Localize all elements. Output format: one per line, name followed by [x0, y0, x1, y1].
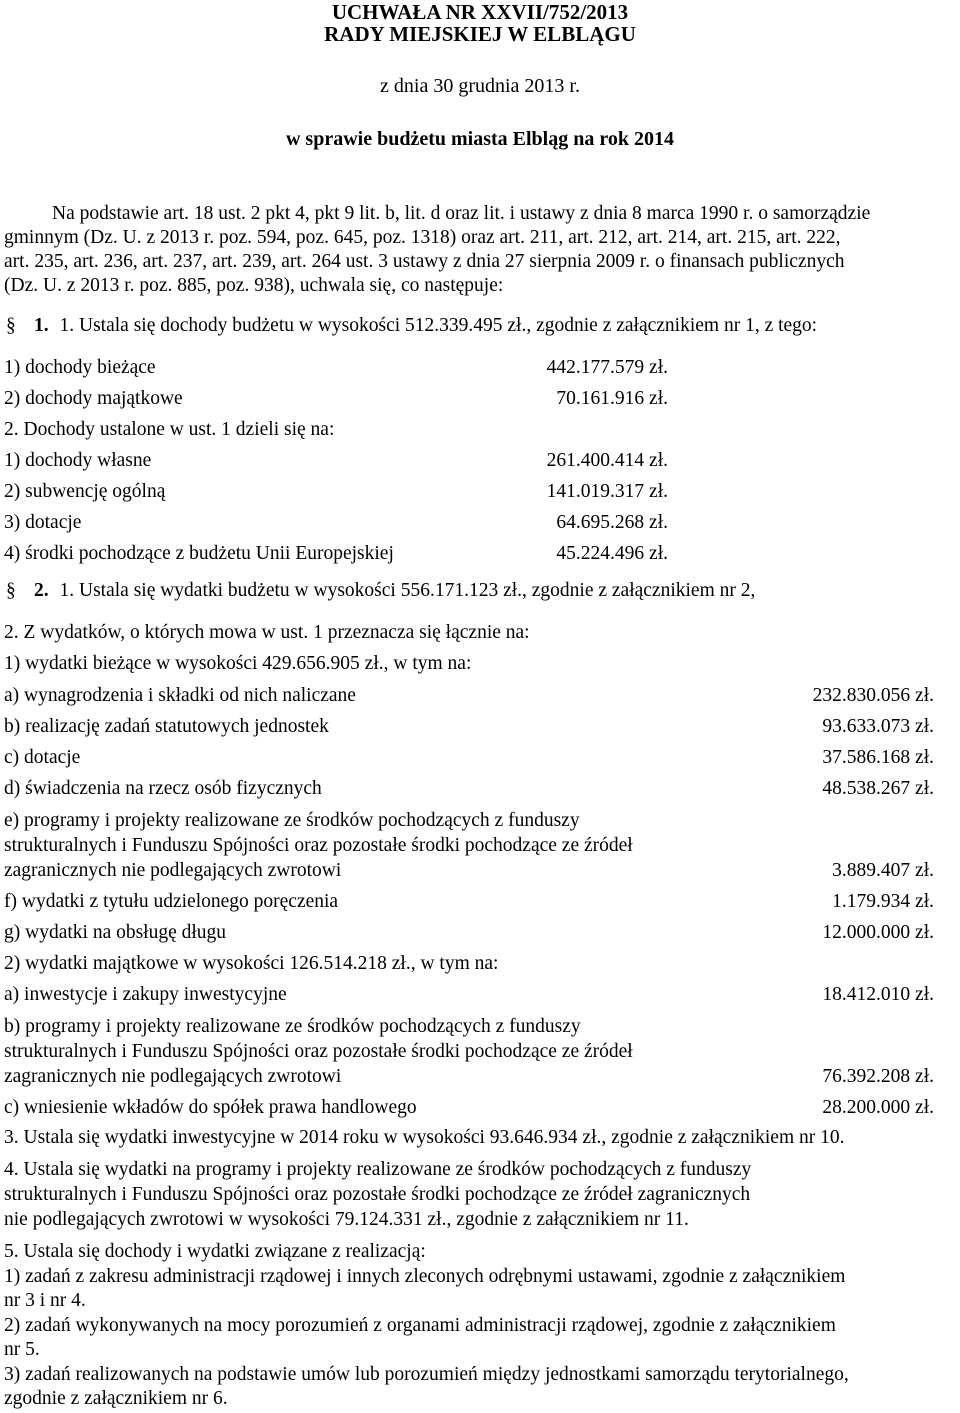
own-income-label: 1) dochody własne: [4, 450, 152, 471]
section-1-text: 1. Ustala się dochody budżetu w wysokości 512.339.495 zł., zgodnie z załącznikiem nr 1, z tego:: [59, 315, 818, 336]
eu-programs-line: strukturalnych i Funduszu Spójności oraz pozostałe środki pochodzące ze źródeł: [4, 1041, 633, 1062]
eu-programs-capital-amount: 76.392.208 zł.: [822, 1066, 934, 1087]
salaries-label: a) wynagrodzenia i składki od nich naliczane: [4, 685, 356, 706]
paragraph-line: nr 5.: [4, 1339, 40, 1360]
eu-programs-line: strukturalnych i Funduszu Spójności oraz pozostałe środki pochodzące ze źródeł: [4, 835, 633, 856]
paragraph-line: 1) zadań z zakresu administracji rządowej i innych zleconych odrębnymi ustawami, zgodnie z załącznikiem: [4, 1265, 846, 1287]
paragraph-line: 4. Ustala się wydatki na programy i projekty realizowane ze środków pochodzących z funduszy: [4, 1159, 752, 1180]
council-name: RADY MIEJSKIEJ W ELBLĄGU: [324, 22, 636, 46]
section-1-number: 1.: [34, 315, 49, 336]
guarantee-amount: 1.179.934 zł.: [832, 891, 934, 912]
eu-programs-line: zagranicznych nie podlegających zwrotowi: [4, 860, 342, 881]
investments-amount: 18.412.010 zł.: [822, 984, 934, 1005]
benefits-label: d) świadczenia na rzecz osób fizycznych: [4, 778, 322, 799]
income-capital-label: 2) dochody majątkowe: [4, 388, 183, 409]
resolution-title: UCHWAŁA NR XXVII/752/2013: [331, 0, 629, 24]
preamble: [4, 202, 960, 298]
section-2-heading: [6, 580, 755, 602]
income-current-label: 1) dochody bieżące: [4, 357, 156, 378]
resolution-subject: w sprawie budżetu miasta Elbląg na rok 2014: [285, 128, 674, 150]
investments-label: a) inwestycje i zakupy inwestycyjne: [4, 984, 287, 1005]
eu-program-expenses: [4, 1157, 751, 1232]
income-capital-amount: 70.161.916 zł.: [556, 388, 668, 409]
income-division-heading: 2. Dochody ustalone w ust. 1 dzieli się na:: [4, 419, 335, 440]
subsidy-label: 2) subwencję ogólną: [4, 481, 166, 502]
preamble-line: (Dz. U. z 2013 r. poz. 885, poz. 938), uchwala się, co następuje:: [4, 275, 504, 296]
eu-programs-line: zagranicznych nie podlegających zwrotowi: [4, 1066, 342, 1087]
subsidy-amount: 141.019.317 zł.: [546, 481, 668, 502]
paragraph-line: 5. Ustala się dochody i wydatki związane z realizacją:: [4, 1241, 426, 1262]
guarantee-label: f) wydatki z tytułu udzielonego poręczenia: [4, 891, 339, 912]
section-2-text: 1. Ustala się wydatki budżetu w wysokości 556.171.123 zł., zgodnie z załącznikiem nr 2,: [59, 580, 756, 601]
eu-programs-capital-label: [4, 1014, 633, 1089]
section-sign: §: [6, 580, 16, 601]
capital-expenses-heading: 2) wydatki majątkowe w wysokości 126.514.218 zł., w tym na:: [4, 953, 499, 974]
grants-label: 3) dotacje: [4, 512, 82, 533]
company-contributions-label: c) wniesienie wkładów do spółek prawa handlowego: [4, 1097, 417, 1118]
statutory-tasks-label: b) realizację zadań statutowych jednostek: [4, 716, 329, 737]
preamble-line: art. 235, art. 236, art. 237, art. 239, art. 264 ust. 3 ustawy z dnia 27 sierpnia 2009 r. o finansach publicznych: [4, 251, 845, 272]
paragraph-line: 2) zadań wykonywanych na mocy porozumień z organami administracji rządowej, zgodnie z załącznikiem: [4, 1314, 836, 1336]
eu-programs-current-label: [4, 808, 633, 883]
paragraph-line: nr 3 i nr 4.: [4, 1290, 86, 1311]
income-current-amount: 442.177.579 zł.: [546, 357, 668, 378]
eu-funds-label: 4) środki pochodzące z budżetu Unii Europejskiej: [4, 543, 394, 564]
debt-service-amount: 12.000.000 zł.: [822, 922, 934, 943]
current-expenses-heading: 1) wydatki bieżące w wysokości 429.656.905 zł., w tym na:: [4, 653, 472, 674]
section-sign: §: [6, 315, 16, 336]
delegated-tasks: [4, 1240, 849, 1412]
eu-programs-line: e) programy i projekty realizowane ze środków pochodzących z funduszy: [4, 810, 580, 831]
section-1-heading: [6, 315, 817, 337]
preamble-line: gminnym (Dz. U. z 2013 r. poz. 594, poz. 645, poz. 1318) oraz art. 211, art. 212, art. 214, art. 215, art. 222,: [4, 227, 841, 248]
paragraph-line: 3) zadań realizowanych na podstawie umów lub porozumień między jednostkami samorządu terytorialnego,: [4, 1363, 849, 1385]
salaries-amount: 232.830.056 zł.: [812, 685, 934, 706]
benefits-amount: 48.538.267 zł.: [822, 778, 934, 799]
grants-amount: 64.695.268 zł.: [556, 512, 668, 533]
debt-service-label: g) wydatki na obsługę długu: [4, 922, 227, 943]
statutory-tasks-amount: 93.633.073 zł.: [822, 716, 934, 737]
expense-grants-amount: 37.586.168 zł.: [822, 747, 934, 768]
own-income-amount: 261.400.414 zł.: [546, 450, 668, 471]
expense-grants-label: c) dotacje: [4, 747, 81, 768]
resolution-date: z dnia 30 grudnia 2013 r.: [380, 75, 580, 97]
eu-programs-current-amount: 3.889.407 zł.: [832, 860, 934, 881]
section-2-number: 2.: [34, 580, 49, 601]
paragraph-line: nie podlegających zwrotowi w wysokości 79.124.331 zł., zgodnie z załącznikiem nr 11.: [4, 1209, 689, 1230]
eu-programs-line: b) programy i projekty realizowane ze środków pochodzących z funduszy: [4, 1016, 581, 1037]
company-contributions-amount: 28.200.000 zł.: [822, 1097, 934, 1118]
paragraph-line: strukturalnych i Funduszu Spójności oraz pozostałe środki pochodzące ze źródeł zagranicznych: [4, 1184, 751, 1205]
investment-expenses: 3. Ustala się wydatki inwestycyjne w 2014 roku w wysokości 93.646.934 zł., zgodnie z załącznikiem nr 10.: [4, 1127, 845, 1148]
eu-funds-amount: 45.224.496 zł.: [556, 543, 668, 564]
paragraph-line: zgodnie z załącznikiem nr 6.: [4, 1388, 228, 1409]
expense-allocation-heading: 2. Z wydatków, o których mowa w ust. 1 przeznacza się łącznie na:: [4, 622, 530, 643]
preamble-line: Na podstawie art. 18 ust. 2 pkt 4, pkt 9 lit. b, lit. d oraz lit. i ustawy z dnia 8 marca 1990 r. o samorządzie: [52, 203, 871, 224]
